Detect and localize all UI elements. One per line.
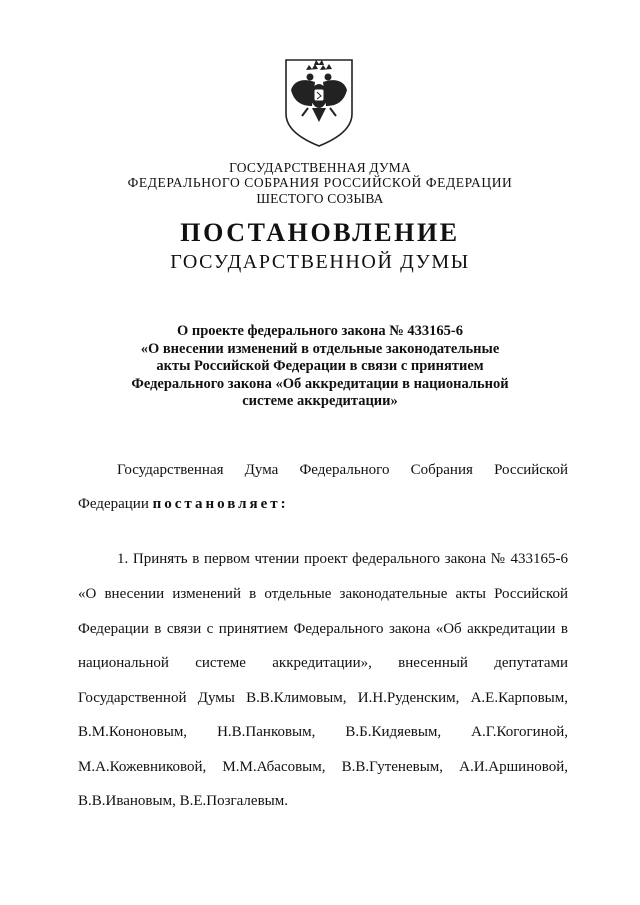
paragraph-1-line: 1. Принять в первом чтении проект федерального закона № 433165-6 xyxy=(117,551,568,567)
decree-verb: постановляет: xyxy=(152,496,289,512)
preamble-line-1: Государственная Дума Федерального Собрания Российской xyxy=(117,462,568,478)
subject-line: О проекте федерального закона № 433165-6 xyxy=(176,323,464,339)
preamble-line-2 xyxy=(78,496,568,513)
paragraph-1-line: Федерации в связи с принятием Федерального закона «Об аккредитации в xyxy=(78,621,568,637)
org-line-2: ФЕДЕРАЛЬНОГО СОБРАНИЯ РОССИЙСКОЙ ФЕДЕРАЦИИ xyxy=(127,175,513,190)
paragraph-1-line: национальной системе аккредитации», внесенный депутатами xyxy=(78,655,568,671)
paragraph-1-line: В.М.Кононовым, Н.В.Панковым, В.Б.Кидяевым, А.Г.Когогиной, xyxy=(78,724,568,740)
org-line-1: ГОСУДАРСТВЕННАЯ ДУМА xyxy=(229,160,411,175)
subject-heading xyxy=(100,323,540,411)
org-line-3: ШЕСТОГО СОЗЫВА xyxy=(256,191,384,206)
coat-of-arms-icon xyxy=(282,56,356,148)
subject-line: системе аккредитации» xyxy=(242,393,398,409)
subject-line: «О внесении изменений в отдельные законодательные xyxy=(140,340,500,357)
paragraph-1-line: «О внесении изменений в отдельные законодательные акты Российской xyxy=(78,586,568,602)
paragraph-1-line: М.А.Кожевниковой, М.М.Абасовым, В.В.Гутеневым, А.И.Аршиновой, xyxy=(78,759,568,775)
paragraph-1-line: В.В.Ивановым, В.Е.Позгалевым. xyxy=(78,793,288,809)
paragraph-1-line: Государственной Думы В.В.Климовым, И.Н.Руденским, А.Е.Карповым, xyxy=(78,690,568,706)
document-subtitle: ГОСУДАРСТВЕННОЙ ДУМЫ xyxy=(170,251,470,273)
subject-line: Федерального закона «Об аккредитации в национальной xyxy=(131,375,509,392)
preamble-prefix: Федерации xyxy=(78,496,153,512)
document-title: ПОСТАНОВЛЕНИЕ xyxy=(180,218,460,247)
subject-line: акты Российской Федерации в связи с принятием xyxy=(156,358,484,374)
